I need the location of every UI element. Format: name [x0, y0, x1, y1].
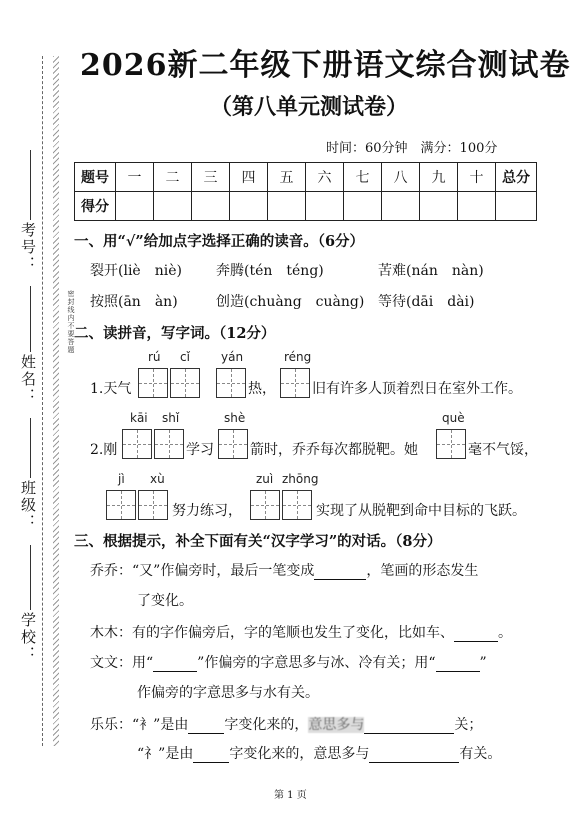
binding-hatch-strip — [53, 56, 59, 746]
score-cell: 五 — [268, 163, 306, 192]
answer-blank[interactable] — [436, 657, 480, 672]
score-header-row — [75, 163, 537, 192]
q3-l6-c: 意思多与 — [308, 717, 365, 733]
tianzige-box[interactable] — [250, 490, 280, 520]
pinyin: yán — [221, 350, 244, 364]
q2-line1-a: 1.天气 — [90, 381, 132, 397]
q3-l7-c: 有关。 — [459, 746, 502, 762]
answer-blank[interactable] — [188, 719, 224, 734]
q3-l4-a: 文文：用“ — [90, 655, 154, 671]
answer-blank[interactable] — [314, 565, 366, 580]
score-cell: 十 — [458, 163, 496, 192]
score-cell: 三 — [192, 163, 230, 192]
score-value-row — [75, 192, 537, 221]
q2-title: 二、读拼音，写字词。（12分） — [74, 325, 276, 342]
pinyin: xù — [150, 472, 165, 486]
xuexiao-label: 学校： — [19, 612, 37, 663]
score-input-cell[interactable] — [192, 192, 230, 221]
score-cell: 八 — [382, 163, 420, 192]
q2-line2-d: 毫不气馁， — [468, 442, 538, 458]
score-input-cell[interactable] — [496, 192, 537, 221]
q2-line1-c: 旧有许多人顶着烈日在室外工作。 — [312, 381, 522, 397]
score-input-cell[interactable] — [230, 192, 268, 221]
q3-l7-a: “礻”是由 — [137, 746, 194, 762]
q3-l1-b: ，笔画的形态发生 — [366, 563, 479, 579]
q3-l6-b: 字变化来的， — [224, 717, 309, 733]
q3-l7-b: 字变化来的，意思多与 — [229, 746, 370, 762]
seal-notice: 密封线内不要答题 — [67, 290, 75, 354]
q3-l4-b: ”作偏旁的字意思多与冰、冷有关；用“ — [197, 655, 436, 671]
score-input-cell[interactable] — [458, 192, 496, 221]
page-title: 2026新二年级下册语文综合测试卷 — [80, 48, 571, 83]
score-input-cell[interactable] — [306, 192, 344, 221]
q3-l6-a: 乐乐：“衤”是由 — [90, 717, 189, 733]
q2-line2-b: 学习 — [186, 442, 214, 458]
tianzige-box[interactable] — [122, 429, 152, 459]
score-label: 得分 — [75, 192, 116, 221]
pinyin: zhōng — [282, 472, 319, 486]
score-input-cell[interactable] — [420, 192, 458, 221]
pinyin: cǐ — [180, 350, 190, 364]
score-input-cell[interactable] — [116, 192, 154, 221]
q3-l3-b: 。 — [498, 625, 512, 641]
pinyin: réng — [284, 350, 312, 364]
q2-line1-b: 热， — [248, 381, 276, 397]
binding-dashed-line — [42, 56, 43, 746]
score-cell: 二 — [154, 163, 192, 192]
answer-blank[interactable] — [369, 748, 459, 763]
q3-line3 — [90, 622, 512, 642]
kaohao-label: 考号： — [19, 222, 37, 273]
answer-blank[interactable] — [193, 748, 229, 763]
q3-title: 三、根据提示，补全下面有关“汉字学习”的对话。（8分） — [74, 533, 442, 550]
answer-blank[interactable] — [153, 657, 197, 672]
score-cell: 七 — [344, 163, 382, 192]
pinyin: shè — [224, 411, 246, 425]
q2-line2-c: 箭时，乔乔每次都脱靶。她 — [250, 442, 418, 458]
score-cell: 总分 — [496, 163, 537, 192]
q2-line3-a: 努力练习， — [172, 503, 242, 519]
q3-line1 — [90, 560, 478, 580]
q1-item[interactable]: 等待(dāi dài) — [378, 294, 475, 310]
xuexiao-line — [30, 545, 31, 610]
tianzige-box[interactable] — [170, 368, 200, 398]
score-input-cell[interactable] — [268, 192, 306, 221]
score-table — [74, 162, 537, 221]
q3-line7 — [137, 743, 501, 763]
score-input-cell[interactable] — [154, 192, 192, 221]
q3-line2: 了变化。 — [137, 593, 193, 609]
q3-l6-d: 关； — [454, 717, 483, 733]
q1-title: 一、用“√”给加点字选择正确的读音。（6分） — [74, 233, 365, 250]
kaohao-line — [30, 150, 31, 220]
tianzige-box[interactable] — [280, 368, 310, 398]
q1-item[interactable]: 按照(ān àn) — [90, 294, 178, 310]
banji-line — [30, 418, 31, 478]
pinyin: zuì — [256, 472, 274, 486]
tianzige-box[interactable] — [436, 429, 466, 459]
tianzige-box[interactable] — [138, 368, 168, 398]
score-input-cell[interactable] — [382, 192, 420, 221]
q2-line2-a: 2.刚 — [90, 442, 118, 458]
q2-line3-b: 实现了从脱靶到命中目标的飞跃。 — [316, 503, 526, 519]
q1-item[interactable]: 苦难(nán nàn) — [378, 263, 484, 279]
q3-line4 — [90, 652, 487, 672]
tianzige-box[interactable] — [138, 490, 168, 520]
q3-l4-c: ” — [479, 655, 487, 671]
pinyin: kāi — [130, 411, 148, 425]
score-cell: 四 — [230, 163, 268, 192]
tianzige-box[interactable] — [154, 429, 184, 459]
page-footer: 第 1 页 — [274, 790, 307, 801]
exam-meta: 时间：60分钟 满分：100分 — [326, 141, 498, 156]
q3-l3-a: 木木：有的字作偏旁后，字的笔顺也发生了变化，比如车、 — [90, 625, 454, 641]
score-cell: 一 — [116, 163, 154, 192]
tianzige-box[interactable] — [106, 490, 136, 520]
score-cell: 题号 — [75, 163, 116, 192]
xingming-line — [30, 286, 31, 352]
q1-item[interactable]: 奔腾(tén téng) — [216, 263, 324, 279]
answer-blank[interactable] — [364, 719, 454, 734]
q3-l1-a: 乔乔：“又”作偏旁时，最后一笔变成 — [90, 563, 315, 579]
score-input-cell[interactable] — [344, 192, 382, 221]
answer-blank[interactable] — [454, 627, 498, 642]
pinyin: què — [442, 411, 465, 425]
tianzige-box[interactable] — [216, 368, 246, 398]
pinyin: shǐ — [162, 411, 180, 425]
xingming-label: 姓名： — [19, 354, 37, 405]
q3-line5: 作偏旁的字意思多与水有关。 — [137, 685, 319, 701]
tianzige-box[interactable] — [218, 429, 248, 459]
score-cell: 六 — [306, 163, 344, 192]
tianzige-box[interactable] — [282, 490, 312, 520]
pinyin: jì — [118, 472, 125, 486]
banji-label: 班级： — [19, 480, 37, 531]
score-cell: 九 — [420, 163, 458, 192]
q3-line6 — [90, 714, 482, 734]
q1-item[interactable]: 裂开(liè niè) — [90, 263, 182, 279]
page-subtitle: （第八单元测试卷） — [210, 94, 409, 120]
q1-item[interactable]: 创造(chuàng cuàng) — [216, 294, 365, 310]
pinyin: rú — [148, 350, 161, 364]
